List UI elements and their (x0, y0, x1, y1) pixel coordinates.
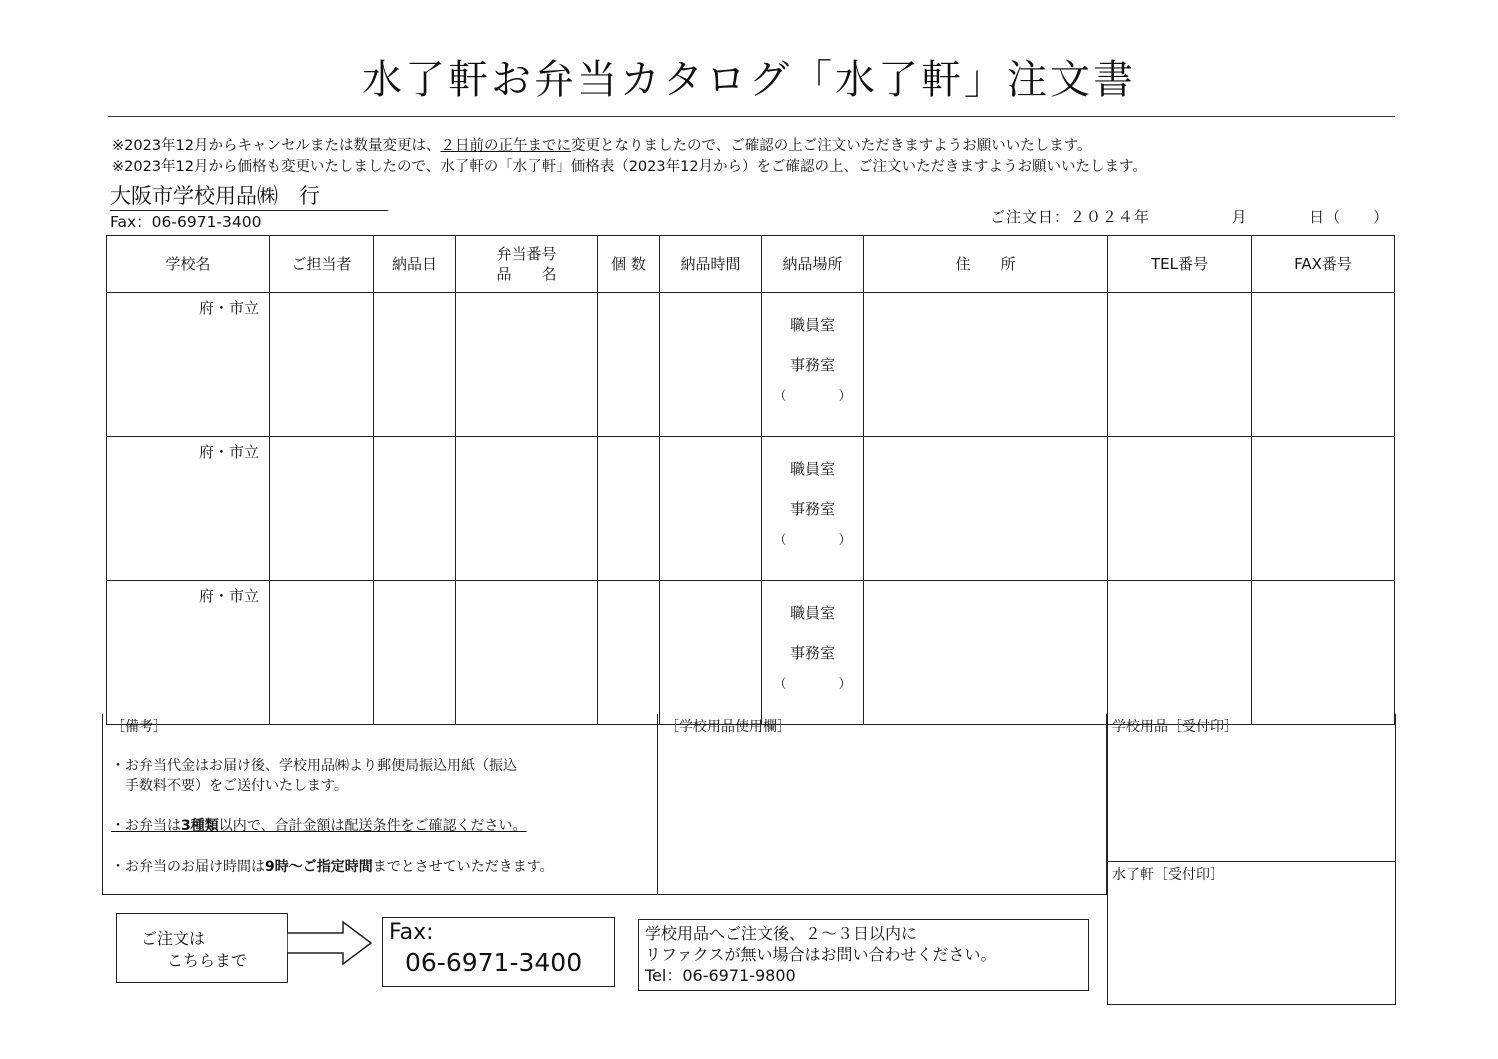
header-bento-number-label: 弁当番号 (496, 245, 557, 263)
quantity-cell[interactable] (598, 581, 660, 725)
school-stamp-box (1107, 714, 1396, 862)
notice-line-1: ※2023年12月からキャンセルまたは数量変更は、２日前の正午までに変更となりましたので、ご確認の上ご注文いただきますようお願いいたします。 (112, 138, 1092, 154)
tel-cell[interactable] (1108, 293, 1252, 437)
table-header-row (107, 236, 1395, 293)
school-stamp-label: 学校用品［受付印］ (1112, 719, 1238, 735)
delivery-place-cell[interactable] (762, 581, 864, 725)
suiryoken-stamp-box (1107, 861, 1396, 1005)
place-staff-room[interactable]: 職員室 (789, 460, 835, 478)
header-tel: TEL番号 (1108, 236, 1252, 293)
tel-cell[interactable] (1108, 581, 1252, 725)
delivery-time-cell[interactable] (660, 437, 762, 581)
header-delivery-time: 納品時間 (660, 236, 762, 293)
contact-box (638, 919, 1089, 991)
delivery-date-cell[interactable] (374, 437, 456, 581)
order-here-box (116, 913, 288, 983)
header-school-name: 学校名 (107, 236, 270, 293)
tel-cell[interactable] (1108, 437, 1252, 581)
quantity-cell[interactable] (598, 437, 660, 581)
school-name-cell[interactable]: 府・市立 (107, 581, 270, 725)
remarks-box (102, 714, 658, 895)
school-use-label: ［学校用品使用欄］ (665, 719, 791, 735)
header-address: 住 所 (864, 236, 1108, 293)
header-contact-person: ご担当者 (270, 236, 374, 293)
place-office[interactable]: 事務室 (789, 356, 835, 374)
header-delivery-place: 納品場所 (762, 236, 864, 293)
order-date-label: ご注文日：２０２４年 (990, 208, 1151, 226)
fax-box-number: 06-6971-3400 (405, 948, 583, 977)
place-office[interactable]: 事務室 (789, 500, 835, 518)
bento-cell[interactable] (456, 293, 598, 437)
place-other[interactable]: （ ） (773, 677, 852, 692)
header-item-name-label: 品 名 (496, 265, 557, 283)
contact-line-2: リファクスが無い場合はお問い合わせください。 (645, 945, 997, 964)
addressee: 大阪市学校用品㈱ 行 (110, 184, 320, 208)
order-here-line-2: こちらまで (167, 951, 248, 970)
place-staff-room[interactable]: 職員室 (789, 316, 835, 334)
fax-cell[interactable] (1252, 581, 1395, 725)
delivery-date-cell[interactable] (374, 581, 456, 725)
delivery-time-cell[interactable] (660, 293, 762, 437)
table-row (107, 437, 1395, 581)
place-other[interactable]: （ ） (773, 389, 852, 404)
title-underline (108, 116, 1395, 117)
contact-cell[interactable] (270, 437, 374, 581)
contact-cell[interactable] (270, 581, 374, 725)
header-fax: FAX番号 (1252, 236, 1395, 293)
order-date-month: 月 (1231, 208, 1248, 226)
header-quantity: 個 数 (598, 236, 660, 293)
bento-cell[interactable] (456, 581, 598, 725)
remarks-bullet-2: ・お弁当は3種類以内で、合計金額は配送条件をご確認ください。 (111, 818, 527, 834)
address-cell[interactable] (864, 293, 1108, 437)
place-other[interactable]: （ ） (773, 533, 852, 548)
school-use-box (657, 714, 1107, 895)
fax-cell[interactable] (1252, 437, 1395, 581)
table-row (107, 293, 1395, 437)
arrow-right-icon (287, 920, 373, 966)
suiryoken-stamp-label: 水了軒［受付印］ (1112, 867, 1224, 883)
notice-line-2: ※2023年12月から価格も変更いたしましたので、水了軒の「水了軒」価格表（2023年12月から）をご確認の上、ご注文いただきますようお願いいたします。 (112, 159, 1147, 175)
table-row (107, 581, 1395, 725)
contact-line-1: 学校用品へご注文後、２～３日以内に (645, 924, 918, 943)
remarks-label: ［備考］ (111, 719, 167, 735)
delivery-place-cell[interactable] (762, 437, 864, 581)
delivery-place-cell[interactable] (762, 293, 864, 437)
address-cell[interactable] (864, 437, 1108, 581)
address-cell[interactable] (864, 581, 1108, 725)
order-date-day: 日（ ） (1309, 208, 1390, 226)
remarks-bullet-1a: ・お弁当代金はお届け後、学校用品㈱より郵便局振込用紙（振込 (111, 758, 517, 774)
remarks-bullet-1b: 手数料不要）をご送付いたします。 (111, 778, 348, 794)
fax-box-label: Fax: (389, 920, 434, 945)
contact-cell[interactable] (270, 293, 374, 437)
fax-cell[interactable] (1252, 293, 1395, 437)
delivery-time-cell[interactable] (660, 581, 762, 725)
header-bento-number (456, 236, 598, 293)
remarks-bullet-3: ・お弁当のお届け時間は9時～ご指定時間までとさせていただきます。 (111, 859, 554, 875)
quantity-cell[interactable] (598, 293, 660, 437)
order-date (990, 206, 1389, 227)
contact-line-3: Tel：06-6971-9800 (645, 966, 796, 985)
header-delivery-date: 納品日 (374, 236, 456, 293)
order-table (106, 235, 1395, 725)
page-title: 水了軒お弁当カタログ「水了軒」注文書 (362, 57, 1136, 103)
bento-cell[interactable] (456, 437, 598, 581)
place-office[interactable]: 事務室 (789, 644, 835, 662)
fax-box (382, 917, 615, 987)
school-name-cell[interactable]: 府・市立 (107, 293, 270, 437)
order-here-line-1: ご注文は (141, 929, 206, 948)
place-staff-room[interactable]: 職員室 (789, 604, 835, 622)
addressee-fax: Fax：06-6971-3400 (110, 213, 262, 231)
delivery-date-cell[interactable] (374, 293, 456, 437)
school-name-cell[interactable]: 府・市立 (107, 437, 270, 581)
